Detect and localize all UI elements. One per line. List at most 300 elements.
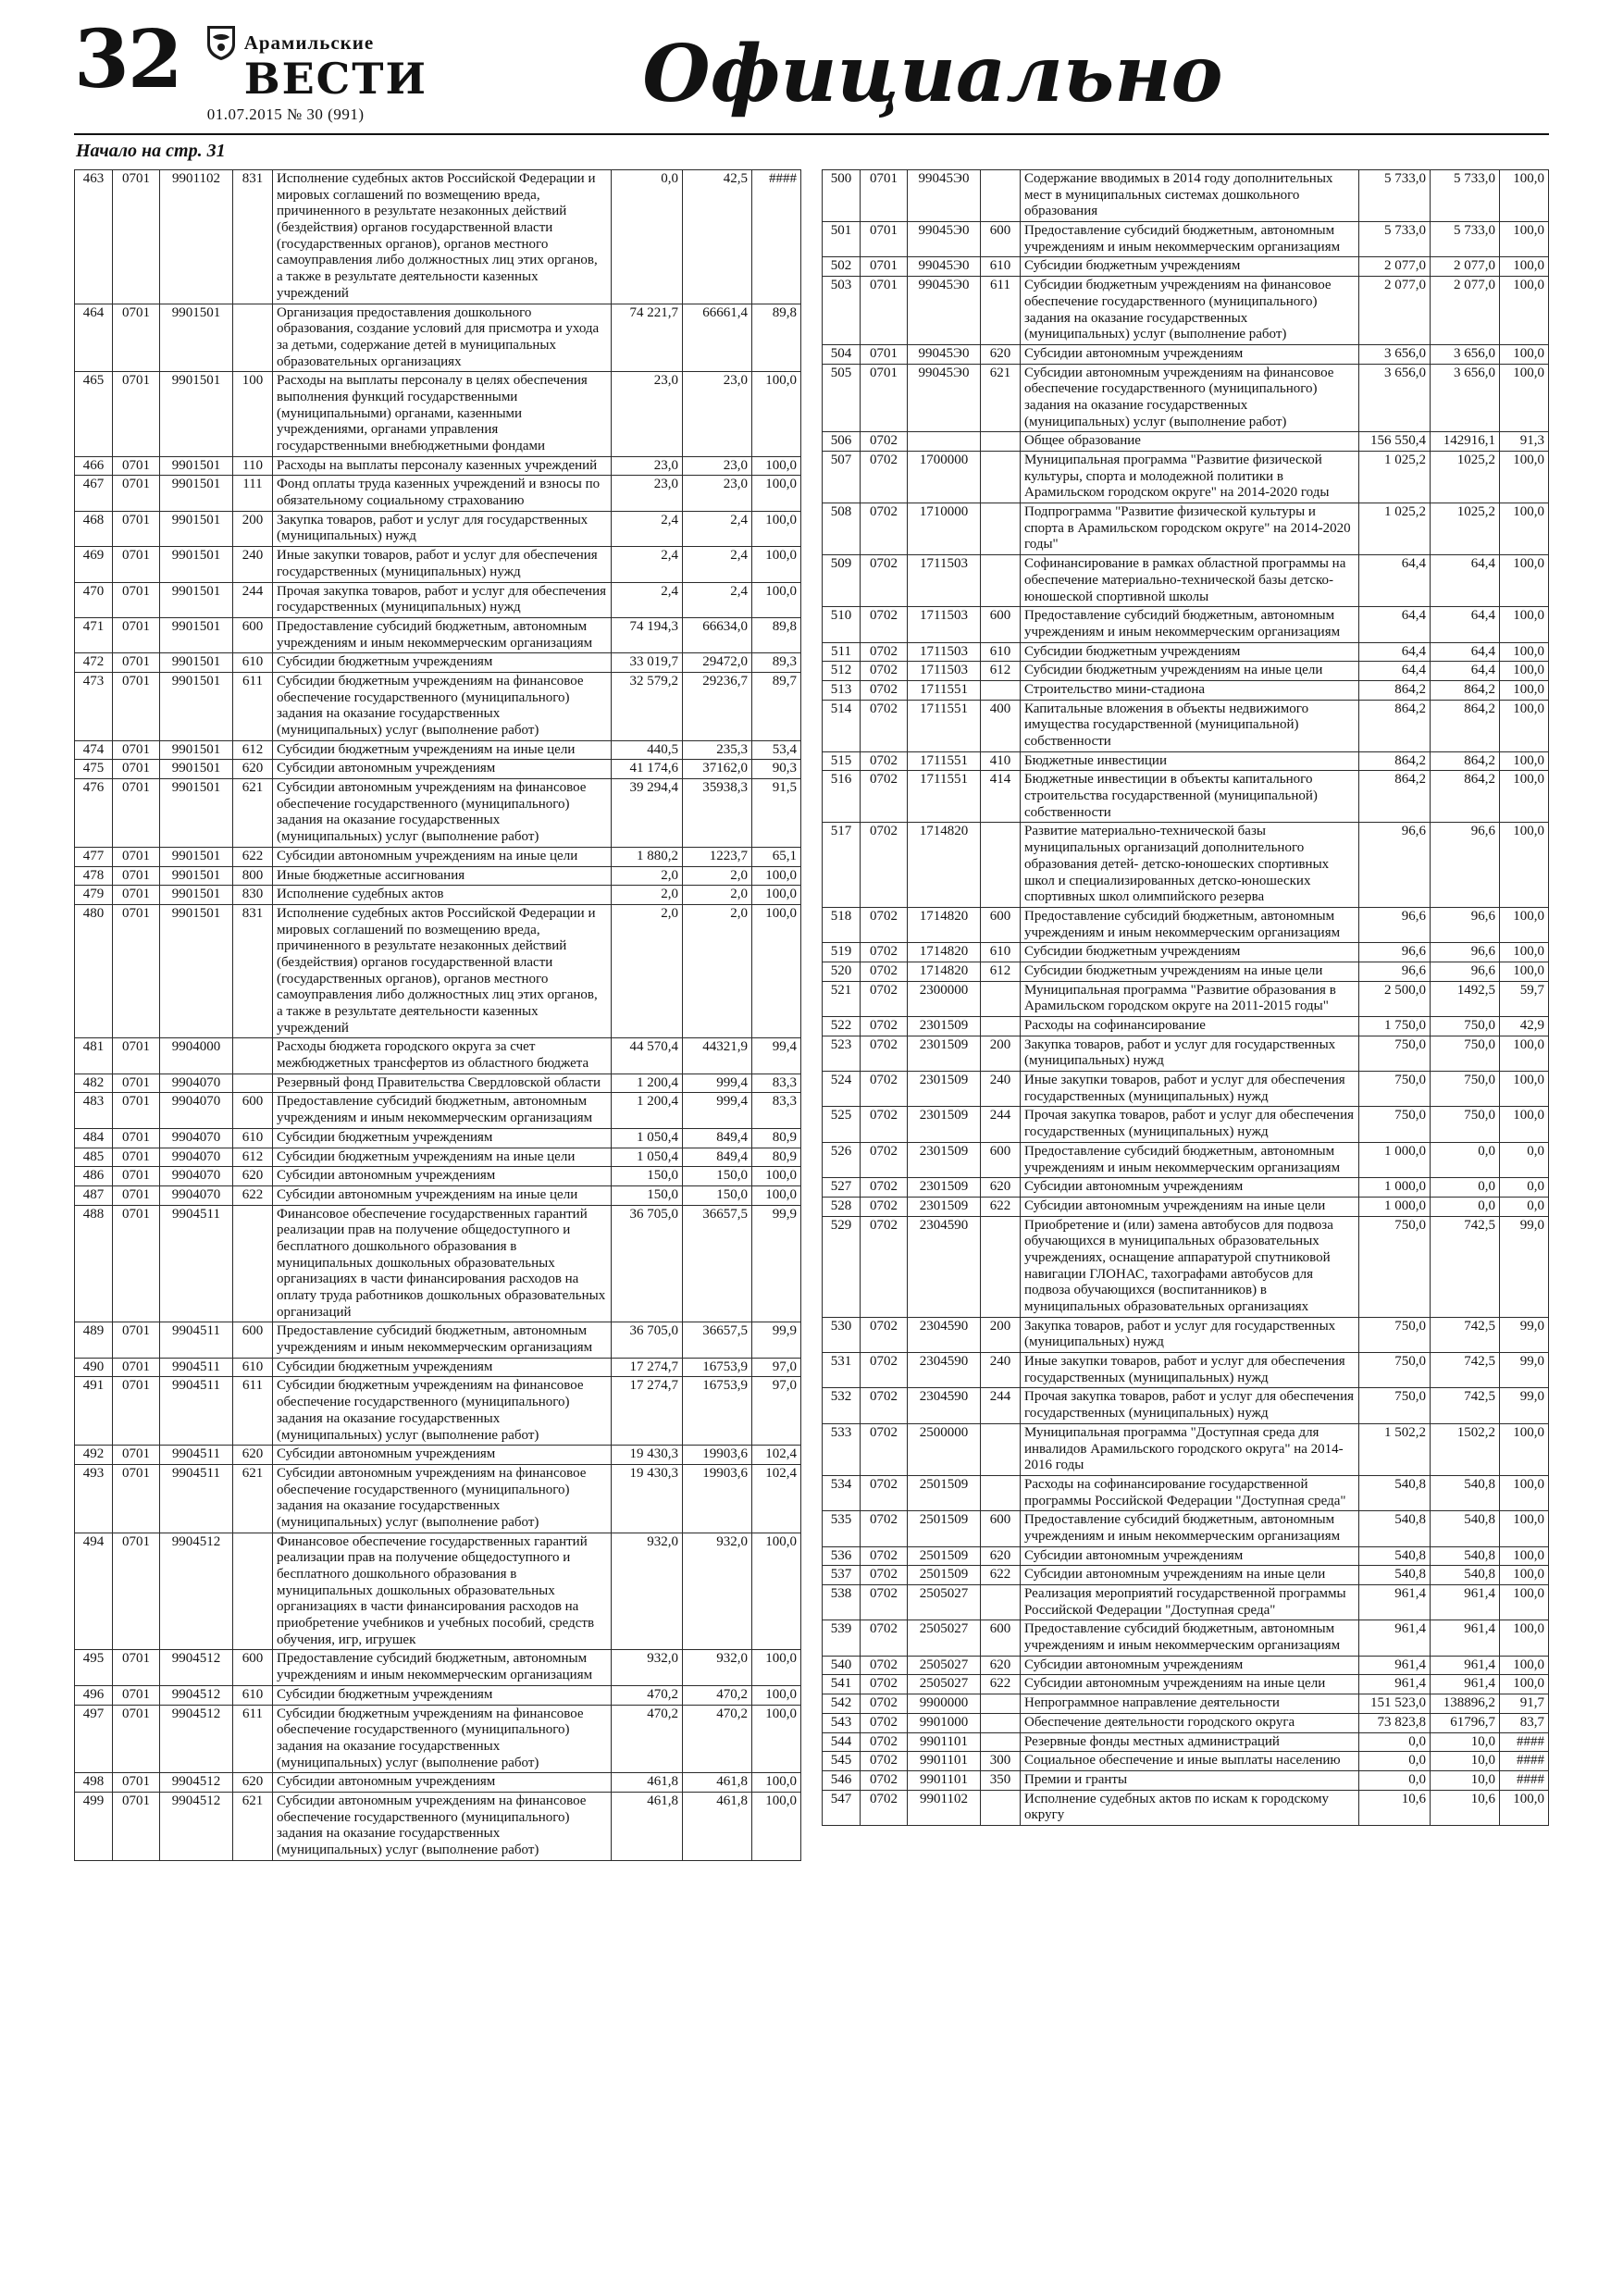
row-number-cell: 521 — [823, 981, 861, 1016]
planned-amount-cell: 2,4 — [612, 582, 683, 617]
row-number-cell: 481 — [75, 1038, 113, 1074]
type-code-cell — [981, 503, 1021, 555]
type-code-cell: 621 — [233, 1792, 273, 1860]
description-cell: Субсидии бюджетным учреждениям на иные цели — [273, 1148, 612, 1167]
row-number-cell: 509 — [823, 555, 861, 607]
program-code-cell: 1714820 — [908, 962, 981, 981]
section-code-cell: 0702 — [861, 823, 908, 907]
row-number-cell: 532 — [823, 1388, 861, 1423]
actual-amount-cell: 2 077,0 — [1431, 277, 1500, 345]
description-cell: Иные бюджетные ассигнования — [273, 866, 612, 886]
actual-amount-cell: 742,5 — [1431, 1216, 1500, 1317]
table-row — [823, 1566, 1549, 1585]
newspaper-masthead — [205, 24, 427, 124]
percent-cell: 97,0 — [752, 1358, 801, 1377]
planned-amount-cell: 23,0 — [612, 476, 683, 511]
section-code-cell: 0701 — [113, 1792, 160, 1860]
continuation-note: Начало на стр. 31 — [76, 141, 226, 161]
row-number-cell: 512 — [823, 662, 861, 681]
planned-amount-cell: 540,8 — [1359, 1475, 1431, 1510]
actual-amount-cell: 138896,2 — [1431, 1694, 1500, 1714]
table-row — [823, 1017, 1549, 1036]
actual-amount-cell: 961,4 — [1431, 1656, 1500, 1675]
table-row — [823, 1178, 1549, 1198]
planned-amount-cell: 96,6 — [1359, 907, 1431, 942]
planned-amount-cell: 73 823,8 — [1359, 1713, 1431, 1732]
table-row — [823, 1790, 1549, 1825]
description-cell: Фонд оплаты труда казенных учреждений и взносы по обязательному социальному страхованию — [273, 476, 612, 511]
program-code-cell: 1714820 — [908, 907, 981, 942]
table-row — [75, 170, 801, 304]
percent-cell: 100,0 — [1500, 943, 1549, 962]
actual-amount-cell: 36657,5 — [683, 1205, 752, 1322]
section-code-cell: 0702 — [861, 1620, 908, 1656]
description-cell: Предоставление субсидий бюджетным, автономным учреждениям и иным некоммерческим организациям — [1021, 907, 1359, 942]
description-cell: Расходы на софинансирование — [1021, 1017, 1359, 1036]
percent-cell: 100,0 — [752, 1705, 801, 1773]
planned-amount-cell: 41 174,6 — [612, 760, 683, 779]
description-cell: Субсидии автономным учреждениям — [273, 1167, 612, 1186]
planned-amount-cell: 151 523,0 — [1359, 1694, 1431, 1714]
actual-amount-cell: 961,4 — [1431, 1620, 1500, 1656]
section-code-cell: 0701 — [113, 1128, 160, 1148]
actual-amount-cell: 23,0 — [683, 456, 752, 476]
percent-cell: 100,0 — [752, 372, 801, 456]
percent-cell: 91,3 — [1500, 432, 1549, 452]
actual-amount-cell: 35938,3 — [683, 779, 752, 848]
section-code-cell: 0701 — [113, 617, 160, 652]
type-code-cell: 600 — [233, 1322, 273, 1358]
budget-table-left — [74, 169, 801, 1861]
actual-amount-cell: 66661,4 — [683, 304, 752, 372]
description-cell: Премии и гранты — [1021, 1770, 1359, 1790]
section-code-cell: 0701 — [861, 222, 908, 257]
table-row — [823, 555, 1549, 607]
table-row — [823, 1675, 1549, 1694]
actual-amount-cell: 5 733,0 — [1431, 170, 1500, 222]
program-code-cell: 2501509 — [908, 1546, 981, 1566]
percent-cell: 100,0 — [1500, 1423, 1549, 1475]
actual-amount-cell: 19903,6 — [683, 1464, 752, 1533]
program-code-cell: 1710000 — [908, 503, 981, 555]
percent-cell: 100,0 — [1500, 1107, 1549, 1142]
percent-cell: 100,0 — [752, 886, 801, 905]
actual-amount-cell: 742,5 — [1431, 1317, 1500, 1352]
type-code-cell: 400 — [981, 700, 1021, 751]
planned-amount-cell: 961,4 — [1359, 1656, 1431, 1675]
section-code-cell: 0701 — [113, 1650, 160, 1685]
table-row — [75, 1093, 801, 1128]
description-cell: Расходы на софинансирование государственной программы Российской Федерации "Доступная среда" — [1021, 1475, 1359, 1510]
type-code-cell: 244 — [981, 1388, 1021, 1423]
percent-cell: 90,3 — [752, 760, 801, 779]
section-code-cell: 0701 — [861, 277, 908, 345]
percent-cell: 100,0 — [1500, 962, 1549, 981]
row-number-cell: 531 — [823, 1353, 861, 1388]
actual-amount-cell: 1223,7 — [683, 847, 752, 866]
percent-cell: 100,0 — [1500, 700, 1549, 751]
actual-amount-cell: 37162,0 — [683, 760, 752, 779]
table-row — [823, 751, 1549, 771]
row-number-cell: 470 — [75, 582, 113, 617]
planned-amount-cell: 540,8 — [1359, 1566, 1431, 1585]
planned-amount-cell: 1 750,0 — [1359, 1017, 1431, 1036]
table-row — [75, 672, 801, 740]
actual-amount-cell: 742,5 — [1431, 1388, 1500, 1423]
program-code-cell: 99045Э0 — [908, 222, 981, 257]
section-code-cell: 0702 — [861, 981, 908, 1016]
description-cell: Приобретение и (или) замена автобусов для подвоза обучающихся в муниципальных образовательных учреждениях, оснащение аппаратурой спутниковой навигации ГЛОНАС, тахографами автобусов для подвоза обучающихся (воспитанников) в муниципальных образовательных организациях — [1021, 1216, 1359, 1317]
program-code-cell: 9901501 — [160, 886, 233, 905]
table-row — [75, 1358, 801, 1377]
description-cell: Субсидии автономным учреждениям на иные цели — [273, 847, 612, 866]
percent-cell: 100,0 — [752, 476, 801, 511]
type-code-cell — [981, 1732, 1021, 1752]
actual-amount-cell: 1025,2 — [1431, 452, 1500, 503]
description-cell: Бюджетные инвестиции в объекты капитального строительства государственной (муниципальной) собственности — [1021, 771, 1359, 823]
type-code-cell — [981, 1216, 1021, 1317]
table-row — [75, 1705, 801, 1773]
description-cell: Субсидии бюджетным учреждениям — [273, 1128, 612, 1148]
planned-amount-cell: 750,0 — [1359, 1353, 1431, 1388]
planned-amount-cell: 932,0 — [612, 1650, 683, 1685]
percent-cell: 100,0 — [752, 1533, 801, 1650]
table-row — [75, 653, 801, 673]
description-cell: Субсидии автономным учреждениям на финансовое обеспечение государственного (муниципального) задания на оказание государственных (муниципальных) услуг (выполнение работ) — [273, 1464, 612, 1533]
actual-amount-cell: 235,3 — [683, 740, 752, 760]
actual-amount-cell: 540,8 — [1431, 1546, 1500, 1566]
program-code-cell: 9904511 — [160, 1377, 233, 1446]
section-code-cell: 0702 — [861, 1423, 908, 1475]
percent-cell: 100,0 — [752, 904, 801, 1038]
section-code-cell: 0701 — [113, 904, 160, 1038]
percent-cell: 100,0 — [752, 1685, 801, 1705]
table-row — [823, 1388, 1549, 1423]
section-code-cell: 0702 — [861, 1317, 908, 1352]
planned-amount-cell: 1 880,2 — [612, 847, 683, 866]
description-cell: Расходы на выплаты персоналу в целях обеспечения выполнения функций государственными (муниципальными) органами, казенными учреждениями, органами управления государственными внебюджетными фондами — [273, 372, 612, 456]
description-cell: Субсидии автономным учреждениям на финансовое обеспечение государственного (муниципального) задания на оказание государственных (муниципальных) услуг (выполнение работ) — [1021, 364, 1359, 432]
section-code-cell: 0702 — [861, 962, 908, 981]
program-code-cell: 2304590 — [908, 1388, 981, 1423]
table-row — [823, 700, 1549, 751]
description-cell: Исполнение судебных актов по искам к городскому округу — [1021, 1790, 1359, 1825]
type-code-cell — [981, 452, 1021, 503]
program-code-cell: 1714820 — [908, 943, 981, 962]
actual-amount-cell: 3 656,0 — [1431, 344, 1500, 364]
program-code-cell: 9901501 — [160, 672, 233, 740]
issue-dateline: 01.07.2015 № 30 (991) — [206, 105, 365, 123]
description-cell: Субсидии автономным учреждениям — [273, 1773, 612, 1793]
actual-amount-cell: 96,6 — [1431, 962, 1500, 981]
section-code-cell: 0701 — [113, 1358, 160, 1377]
percent-cell: 100,0 — [1500, 1585, 1549, 1620]
percent-cell: 83,7 — [1500, 1713, 1549, 1732]
type-code-cell — [981, 1017, 1021, 1036]
type-code-cell — [981, 170, 1021, 222]
type-code-cell — [981, 432, 1021, 452]
section-code-cell: 0701 — [113, 779, 160, 848]
table-row — [823, 680, 1549, 700]
actual-amount-cell: 10,0 — [1431, 1732, 1500, 1752]
row-number-cell: 517 — [823, 823, 861, 907]
program-code-cell: 99045Э0 — [908, 257, 981, 277]
percent-cell: 100,0 — [752, 1773, 801, 1793]
planned-amount-cell: 864,2 — [1359, 771, 1431, 823]
actual-amount-cell: 66634,0 — [683, 617, 752, 652]
actual-amount-cell: 864,2 — [1431, 751, 1500, 771]
description-cell: Субсидии автономным учреждениям на иные цели — [1021, 1197, 1359, 1216]
percent-cell: 100,0 — [1500, 751, 1549, 771]
row-number-cell: 504 — [823, 344, 861, 364]
planned-amount-cell: 150,0 — [612, 1167, 683, 1186]
actual-amount-cell: 96,6 — [1431, 823, 1500, 907]
row-number-cell: 516 — [823, 771, 861, 823]
row-number-cell: 472 — [75, 653, 113, 673]
row-number-cell: 508 — [823, 503, 861, 555]
row-number-cell: 501 — [823, 222, 861, 257]
section-code-cell: 0702 — [861, 1675, 908, 1694]
percent-cell: 100,0 — [1500, 1675, 1549, 1694]
row-number-cell: 489 — [75, 1322, 113, 1358]
section-code-cell: 0701 — [113, 1773, 160, 1793]
table-row — [75, 1773, 801, 1793]
program-code-cell: 1711503 — [908, 607, 981, 642]
percent-cell: 65,1 — [752, 847, 801, 866]
type-code-cell: 612 — [981, 662, 1021, 681]
planned-amount-cell: 470,2 — [612, 1705, 683, 1773]
program-code-cell — [908, 432, 981, 452]
section-code-cell: 0701 — [113, 1185, 160, 1205]
type-code-cell: 600 — [981, 607, 1021, 642]
row-number-cell: 529 — [823, 1216, 861, 1317]
program-code-cell: 9901501 — [160, 847, 233, 866]
row-number-cell: 466 — [75, 456, 113, 476]
percent-cell: 99,4 — [752, 1038, 801, 1074]
type-code-cell: 800 — [233, 866, 273, 886]
section-code-cell: 0702 — [861, 1752, 908, 1771]
type-code-cell: 620 — [233, 1773, 273, 1793]
section-code-cell: 0702 — [861, 1694, 908, 1714]
description-cell: Субсидии автономным учреждениям — [1021, 1656, 1359, 1675]
section-code-cell: 0701 — [113, 547, 160, 582]
row-number-cell: 477 — [75, 847, 113, 866]
section-code-cell: 0702 — [861, 1732, 908, 1752]
type-code-cell: 300 — [981, 1752, 1021, 1771]
row-number-cell: 510 — [823, 607, 861, 642]
table-row — [75, 1167, 801, 1186]
row-number-cell: 494 — [75, 1533, 113, 1650]
section-code-cell: 0701 — [113, 1464, 160, 1533]
planned-amount-cell: 0,0 — [1359, 1770, 1431, 1790]
program-code-cell: 2501509 — [908, 1511, 981, 1546]
program-code-cell: 9901501 — [160, 547, 233, 582]
type-code-cell: 611 — [981, 277, 1021, 345]
row-number-cell: 486 — [75, 1167, 113, 1186]
section-code-cell: 0702 — [861, 1475, 908, 1510]
table-row — [823, 1036, 1549, 1071]
planned-amount-cell: 17 274,7 — [612, 1358, 683, 1377]
percent-cell: 100,0 — [752, 1167, 801, 1186]
program-code-cell: 9901101 — [908, 1752, 981, 1771]
type-code-cell: 620 — [981, 1656, 1021, 1675]
table-row — [75, 1074, 801, 1093]
description-cell: Предоставление субсидий бюджетным, автономным учреждениям и иным некоммерческим организациям — [273, 1093, 612, 1128]
planned-amount-cell: 2,4 — [612, 547, 683, 582]
section-code-cell: 0702 — [861, 1142, 908, 1177]
planned-amount-cell: 2,0 — [612, 886, 683, 905]
description-cell: Субсидии автономным учреждениям на финансовое обеспечение государственного (муниципального) задания на оказание государственных (муниципальных) услуг (выполнение работ) — [273, 1792, 612, 1860]
actual-amount-cell: 999,4 — [683, 1074, 752, 1093]
row-number-cell: 511 — [823, 642, 861, 662]
description-cell: Строительство мини-стадиона — [1021, 680, 1359, 700]
section-code-cell: 0701 — [113, 372, 160, 456]
percent-cell: 100,0 — [1500, 1656, 1549, 1675]
type-code-cell: 610 — [233, 1128, 273, 1148]
description-cell: Бюджетные инвестиции — [1021, 751, 1359, 771]
section-code-cell: 0701 — [861, 257, 908, 277]
type-code-cell: 612 — [233, 1148, 273, 1167]
planned-amount-cell: 470,2 — [612, 1685, 683, 1705]
planned-amount-cell: 1 000,0 — [1359, 1178, 1431, 1198]
percent-cell: 100,0 — [1500, 364, 1549, 432]
type-code-cell: 610 — [233, 1685, 273, 1705]
planned-amount-cell: 1 050,4 — [612, 1148, 683, 1167]
row-number-cell: 480 — [75, 904, 113, 1038]
row-number-cell: 530 — [823, 1317, 861, 1352]
section-code-cell: 0702 — [861, 1036, 908, 1071]
actual-amount-cell: 470,2 — [683, 1705, 752, 1773]
program-code-cell: 2501509 — [908, 1566, 981, 1585]
percent-cell: 100,0 — [1500, 771, 1549, 823]
section-code-cell: 0702 — [861, 1656, 908, 1675]
table-row — [75, 372, 801, 456]
section-code-cell: 0701 — [113, 476, 160, 511]
planned-amount-cell: 3 656,0 — [1359, 364, 1431, 432]
type-code-cell: 622 — [233, 847, 273, 866]
program-code-cell: 2301509 — [908, 1107, 981, 1142]
program-code-cell: 9901101 — [908, 1770, 981, 1790]
description-cell: Субсидии бюджетным учреждениям — [273, 1685, 612, 1705]
table-row — [75, 1205, 801, 1322]
section-code-cell: 0702 — [861, 452, 908, 503]
percent-cell: 100,0 — [1500, 344, 1549, 364]
program-code-cell: 9904000 — [160, 1038, 233, 1074]
section-code-cell: 0702 — [861, 642, 908, 662]
actual-amount-cell: 1025,2 — [1431, 503, 1500, 555]
table-row — [823, 823, 1549, 907]
row-number-cell: 540 — [823, 1656, 861, 1675]
program-code-cell: 99045Э0 — [908, 364, 981, 432]
percent-cell: 100,0 — [1500, 680, 1549, 700]
table-row — [75, 1185, 801, 1205]
table-row — [823, 1216, 1549, 1317]
type-code-cell: 600 — [981, 1620, 1021, 1656]
planned-amount-cell: 1 025,2 — [1359, 503, 1431, 555]
row-number-cell: 479 — [75, 886, 113, 905]
description-cell: Субсидии бюджетным учреждениям на иные цели — [1021, 662, 1359, 681]
program-code-cell: 2501509 — [908, 1475, 981, 1510]
actual-amount-cell: 540,8 — [1431, 1511, 1500, 1546]
actual-amount-cell: 42,5 — [683, 170, 752, 304]
program-code-cell: 9901101 — [908, 1732, 981, 1752]
description-cell: Развитие материально-технической базы муниципальных организаций дополнительного образования детей- детско-юношеских спортивных школ и специализированных детско-юношеских спортивных школ олимпийского резерва — [1021, 823, 1359, 907]
table-row — [823, 1620, 1549, 1656]
program-code-cell: 9901501 — [160, 582, 233, 617]
percent-cell: 100,0 — [1500, 277, 1549, 345]
row-number-cell: 505 — [823, 364, 861, 432]
type-code-cell: 600 — [981, 222, 1021, 257]
table-row — [823, 1475, 1549, 1510]
section-code-cell: 0702 — [861, 943, 908, 962]
description-cell: Софинансирование в рамках областной программы на обеспечение материально-технической базы детско-юношеской спортивной школы — [1021, 555, 1359, 607]
description-cell: Субсидии бюджетным учреждениям на иные цели — [1021, 962, 1359, 981]
percent-cell: 100,0 — [1500, 170, 1549, 222]
section-code-cell: 0702 — [861, 771, 908, 823]
type-code-cell: 621 — [233, 779, 273, 848]
section-code-cell: 0701 — [113, 1205, 160, 1322]
program-code-cell: 9904070 — [160, 1185, 233, 1205]
section-code-cell: 0702 — [861, 1713, 908, 1732]
table-row — [823, 1423, 1549, 1475]
table-row — [823, 503, 1549, 555]
actual-amount-cell: 2,4 — [683, 511, 752, 546]
description-cell: Предоставление субсидий бюджетным, автономным учреждениям и иным некоммерческим организациям — [273, 617, 612, 652]
table-row — [823, 1353, 1549, 1388]
row-number-cell: 485 — [75, 1148, 113, 1167]
table-row — [823, 1656, 1549, 1675]
type-code-cell: 200 — [981, 1317, 1021, 1352]
page-header — [74, 13, 1549, 124]
percent-cell: 80,9 — [752, 1148, 801, 1167]
program-code-cell: 2304590 — [908, 1216, 981, 1317]
type-code-cell: 622 — [981, 1197, 1021, 1216]
row-number-cell: 484 — [75, 1128, 113, 1148]
section-code-cell: 0701 — [113, 1533, 160, 1650]
section-code-cell: 0701 — [113, 511, 160, 546]
row-number-cell: 488 — [75, 1205, 113, 1322]
actual-amount-cell: 29472,0 — [683, 653, 752, 673]
actual-amount-cell: 461,8 — [683, 1792, 752, 1860]
program-code-cell: 9901501 — [160, 617, 233, 652]
section-code-cell: 0701 — [113, 740, 160, 760]
actual-amount-cell: 3 656,0 — [1431, 364, 1500, 432]
type-code-cell — [233, 1074, 273, 1093]
percent-cell: 100,0 — [1500, 1620, 1549, 1656]
description-cell: Иные закупки товаров, работ и услуг для обеспечения государственных (муниципальных) нужд — [273, 547, 612, 582]
section-code-cell: 0702 — [861, 1566, 908, 1585]
actual-amount-cell: 540,8 — [1431, 1566, 1500, 1585]
program-code-cell: 2505027 — [908, 1675, 981, 1694]
table-row — [823, 432, 1549, 452]
row-number-cell: 478 — [75, 866, 113, 886]
type-code-cell: 600 — [981, 1511, 1021, 1546]
row-number-cell: 507 — [823, 452, 861, 503]
program-code-cell: 1711503 — [908, 642, 981, 662]
percent-cell: 99,0 — [1500, 1388, 1549, 1423]
percent-cell: 100,0 — [752, 1792, 801, 1860]
actual-amount-cell: 2,4 — [683, 582, 752, 617]
table-row — [823, 344, 1549, 364]
percent-cell: 89,7 — [752, 672, 801, 740]
actual-amount-cell: 750,0 — [1431, 1017, 1500, 1036]
row-number-cell: 514 — [823, 700, 861, 751]
program-code-cell: 2301509 — [908, 1072, 981, 1107]
percent-cell: 100,0 — [1500, 1072, 1549, 1107]
actual-amount-cell: 44321,9 — [683, 1038, 752, 1074]
section-code-cell: 0701 — [113, 1093, 160, 1128]
description-cell: Прочая закупка товаров, работ и услуг для обеспечения государственных (муниципальных) нужд — [273, 582, 612, 617]
